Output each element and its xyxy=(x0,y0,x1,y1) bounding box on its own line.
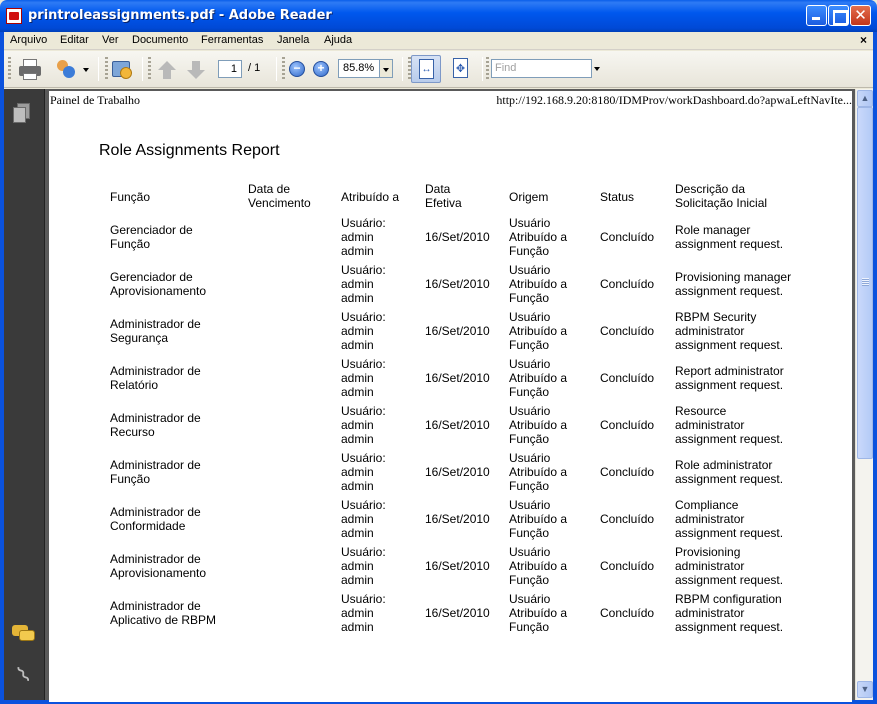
fit-width-icon xyxy=(419,59,434,79)
cell-status: Concluído xyxy=(600,371,655,385)
close-document-button[interactable]: × xyxy=(859,33,867,47)
cell-descricao: Report administrator assignment request. xyxy=(675,364,784,392)
collaborate-dropdown-icon[interactable] xyxy=(83,68,89,72)
scroll-down-button[interactable] xyxy=(857,681,873,698)
toolbar-separator xyxy=(98,57,99,81)
toolbar-grip[interactable] xyxy=(105,57,108,81)
cell-atribuido: Usuário: admin admin xyxy=(341,404,386,446)
cell-status: Concluído xyxy=(600,277,655,291)
cell-funcao: Administrador de Aplicativo de RBPM xyxy=(110,599,217,627)
find-input[interactable]: Find xyxy=(491,59,592,78)
cell-status: Concluído xyxy=(600,465,655,479)
cell-origem: Usuário Atribuído a Função xyxy=(509,310,568,352)
cell-origem: Usuário Atribuído a Função xyxy=(509,592,568,634)
menu-documento[interactable]: Documento xyxy=(132,34,189,46)
zoom-in-icon: + xyxy=(317,61,325,75)
close-button[interactable] xyxy=(850,5,871,26)
cell-atribuido: Usuário: admin admin xyxy=(341,498,386,540)
cell-origem: Usuário Atribuído a Função xyxy=(509,404,568,446)
attachments-button[interactable] xyxy=(8,659,40,691)
menu-ajuda[interactable]: Ajuda xyxy=(324,34,353,46)
column-header-descricao: Descrição da Solicitação Inicial xyxy=(675,182,768,210)
cell-funcao: Administrador de Recurso xyxy=(110,411,201,439)
cell-funcao: Administrador de Relatório xyxy=(110,364,201,392)
cell-descricao: Role manager assignment request. xyxy=(675,223,784,251)
cell-origem: Usuário Atribuído a Função xyxy=(509,216,568,258)
toolbar-grip[interactable] xyxy=(486,57,489,81)
pdf-file-icon[interactable] xyxy=(6,8,22,24)
chevron-up-icon: ▲ xyxy=(860,93,870,103)
cell-atribuido: Usuário: admin admin xyxy=(341,357,386,399)
page-header-left: Painel de Trabalho xyxy=(50,93,140,107)
cell-data-efetiva: 16/Set/2010 xyxy=(425,512,490,526)
paperclip-icon: ⌇ xyxy=(12,661,36,688)
fit-page-button[interactable] xyxy=(446,55,476,83)
page-total: / 1 xyxy=(248,62,261,74)
cell-data-efetiva: 16/Set/2010 xyxy=(425,606,490,620)
chevron-down-icon xyxy=(383,68,389,72)
zoom-out-button[interactable] xyxy=(289,61,305,77)
cell-atribuido: Usuário: admin admin xyxy=(341,592,386,634)
toolbar-separator xyxy=(276,57,277,81)
toolbar-separator xyxy=(402,57,403,81)
toolbar xyxy=(4,51,873,88)
zoom-in-button[interactable] xyxy=(313,61,329,77)
column-header-status: Status xyxy=(600,190,635,204)
zoom-out-icon: − xyxy=(293,61,301,75)
cell-origem: Usuário Atribuído a Função xyxy=(509,451,568,493)
toolbar-grip[interactable] xyxy=(8,57,11,81)
cell-status: Concluído xyxy=(600,230,655,244)
zoom-input[interactable]: 85.8% xyxy=(338,59,380,78)
cell-data-efetiva: 16/Set/2010 xyxy=(425,371,490,385)
toolbar-separator xyxy=(482,57,483,81)
menu-ferramentas[interactable]: Ferramentas xyxy=(201,34,264,46)
cell-origem: Usuário Atribuído a Função xyxy=(509,545,568,587)
secure-button[interactable] xyxy=(110,57,134,81)
cell-data-efetiva: 16/Set/2010 xyxy=(425,559,490,573)
zoom-dropdown-button[interactable] xyxy=(380,59,393,78)
cell-descricao: Resource administrator assignment request. xyxy=(675,404,784,446)
navigation-pane xyxy=(4,89,45,700)
cell-data-efetiva: 16/Set/2010 xyxy=(425,230,490,244)
cell-status: Concluído xyxy=(600,512,655,526)
page-number-input[interactable]: 1 xyxy=(218,60,242,78)
cell-origem: Usuário Atribuído a Função xyxy=(509,263,568,305)
cell-data-efetiva: 16/Set/2010 xyxy=(425,465,490,479)
column-header-funcao: Função xyxy=(110,190,151,204)
cell-atribuido: Usuário: admin admin xyxy=(341,545,386,587)
cell-funcao: Administrador de Aprovisionamento xyxy=(110,552,207,580)
chevron-down-icon: ▼ xyxy=(860,684,870,694)
cell-descricao: Provisioning administrator assignment request. xyxy=(675,545,784,587)
column-header-origem: Origem xyxy=(509,190,549,204)
cell-status: Concluído xyxy=(600,418,655,432)
cell-atribuido: Usuário: admin admin xyxy=(341,216,386,258)
grip-icon xyxy=(862,278,869,286)
menu-ver[interactable]: Ver xyxy=(102,34,119,46)
menu-editar[interactable]: Editar xyxy=(60,34,89,46)
column-header-data-efetiva: Data Efetiva xyxy=(425,182,462,210)
close-icon: ✕ xyxy=(854,7,867,24)
title-bar[interactable] xyxy=(0,0,877,32)
toolbar-grip[interactable] xyxy=(148,57,151,81)
pages-button[interactable] xyxy=(13,103,31,125)
previous-page-button[interactable] xyxy=(156,59,178,81)
toolbar-separator xyxy=(142,57,143,81)
cell-origem: Usuário Atribuído a Função xyxy=(509,357,568,399)
print-button[interactable] xyxy=(18,58,42,80)
cell-funcao: Administrador de Segurança xyxy=(110,317,201,345)
cell-data-efetiva: 16/Set/2010 xyxy=(425,277,490,291)
cell-descricao: RBPM configuration administrator assignment request. xyxy=(675,592,784,634)
page-header-url: http://192.168.9.20:8180/IDMProv/workDashboard.do?apwaLeftNavIte... xyxy=(496,93,852,107)
cell-descricao: Role administrator assignment request. xyxy=(675,458,784,486)
cell-funcao: Gerenciador de Aprovisionamento xyxy=(110,270,207,298)
window-border-right xyxy=(873,32,877,704)
cell-status: Concluído xyxy=(600,559,655,573)
maximize-icon xyxy=(829,6,848,25)
pdf-page[interactable] xyxy=(49,91,852,702)
cell-descricao: Compliance administrator assignment request. xyxy=(675,498,784,540)
cell-status: Concluído xyxy=(600,606,655,620)
cell-descricao: Provisioning manager assignment request. xyxy=(675,270,792,298)
cell-funcao: Administrador de Conformidade xyxy=(110,505,201,533)
scroll-thumb[interactable] xyxy=(857,107,873,459)
minimize-button[interactable] xyxy=(806,5,827,26)
cell-funcao: Gerenciador de Função xyxy=(110,223,193,251)
cell-atribuido: Usuário: admin admin xyxy=(341,310,386,352)
collaborate-button[interactable] xyxy=(54,57,78,81)
fit-page-icon xyxy=(453,58,468,78)
fit-width-button[interactable] xyxy=(411,55,441,83)
next-page-button[interactable] xyxy=(185,59,207,81)
cell-funcao: Administrador de Função xyxy=(110,458,201,486)
report-title: Role Assignments Report xyxy=(99,142,280,159)
minimize-icon xyxy=(807,6,826,25)
cell-status: Concluído xyxy=(600,324,655,338)
scroll-up-button[interactable] xyxy=(857,90,873,107)
find-dropdown-button[interactable] xyxy=(592,59,603,78)
column-header-atribuido: Atribuído a xyxy=(341,190,400,204)
comments-button[interactable] xyxy=(12,625,36,643)
menu-bar xyxy=(4,32,873,50)
cell-data-efetiva: 16/Set/2010 xyxy=(425,324,490,338)
column-header-vencimento: Data de Vencimento xyxy=(248,182,311,210)
cell-data-efetiva: 16/Set/2010 xyxy=(425,418,490,432)
maximize-button[interactable] xyxy=(828,5,849,26)
cell-atribuido: Usuário: admin admin xyxy=(341,263,386,305)
vertical-scrollbar[interactable] xyxy=(855,89,873,700)
toolbar-grip[interactable] xyxy=(282,57,285,81)
menu-arquivo[interactable]: Arquivo xyxy=(10,34,48,46)
window-title: printroleassignments.pdf - Adobe Reader xyxy=(28,8,332,23)
menu-janela[interactable]: Janela xyxy=(277,34,310,46)
cell-descricao: RBPM Security administrator assignment request. xyxy=(675,310,784,352)
document-area[interactable] xyxy=(45,89,855,700)
cell-origem: Usuário Atribuído a Função xyxy=(509,498,568,540)
cell-atribuido: Usuário: admin admin xyxy=(341,451,386,493)
chevron-down-icon xyxy=(594,67,600,71)
